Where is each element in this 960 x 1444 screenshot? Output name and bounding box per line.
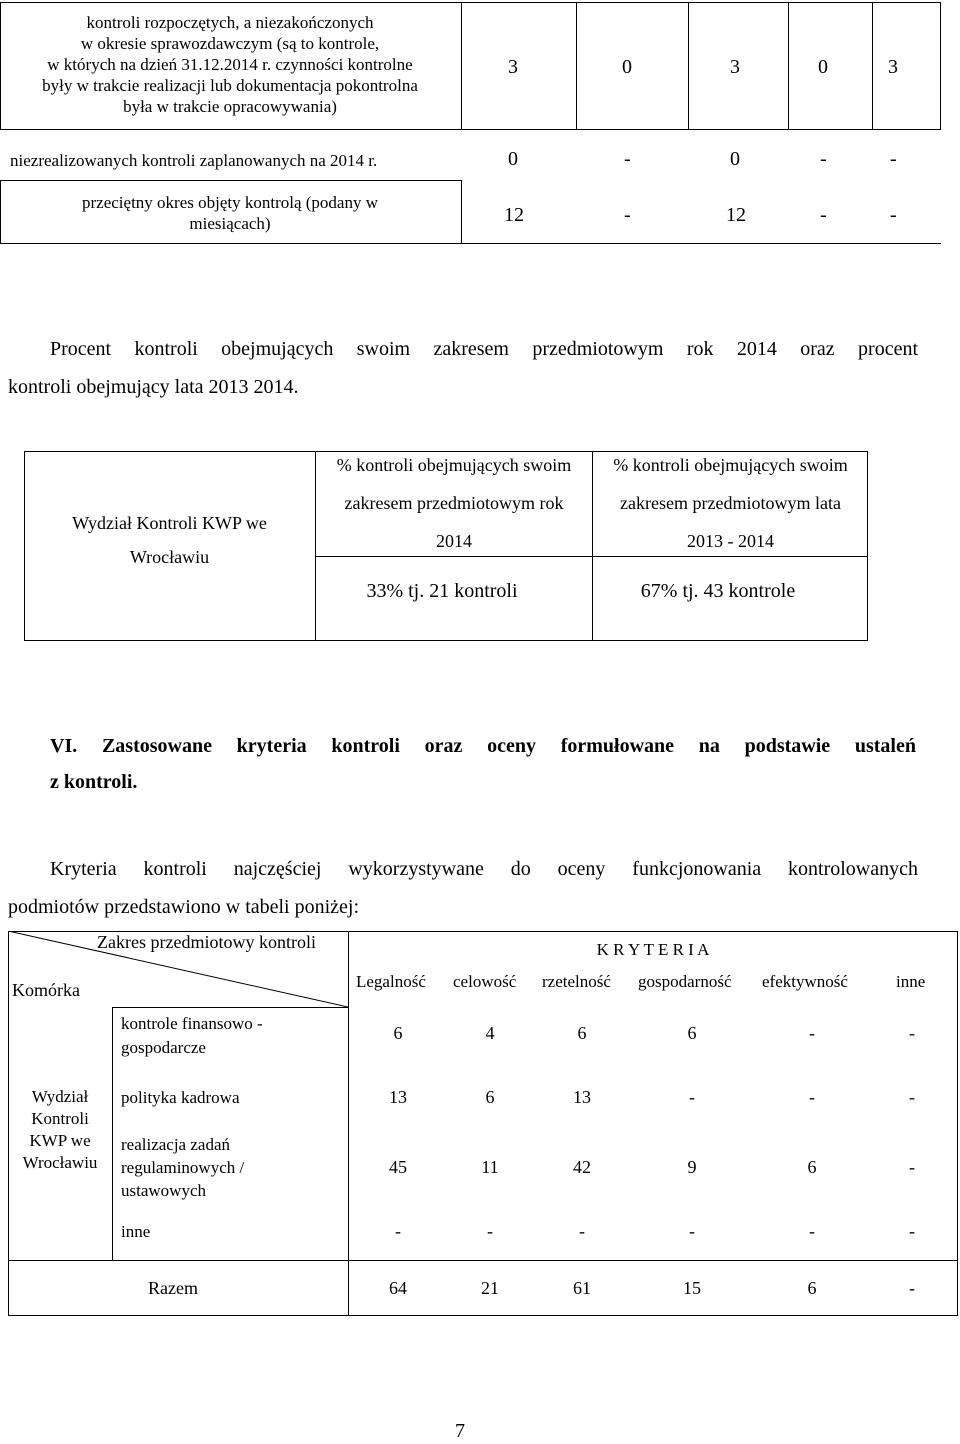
paragraph-line: kontroli obejmujący lata 2013 2014. xyxy=(8,376,299,398)
table-cell: - xyxy=(689,1221,695,1241)
column-header: Legalność xyxy=(356,972,426,991)
row-label xyxy=(121,1088,240,1108)
header-line: 2013 - 2014 xyxy=(687,531,774,551)
row-label-line: kontrole finansowo - xyxy=(121,1014,263,1033)
row1-label-line: kontroli rozpoczętych, a niezakończonych xyxy=(86,13,374,32)
row3-label-line: przeciętny okres objęty kontrolą (podany w xyxy=(82,193,378,212)
table-cell: 4 xyxy=(485,1023,495,1043)
row1-label-line: w okresie sprawozdawczym (są to kontrole, xyxy=(80,34,380,53)
table-cell: 45 xyxy=(389,1157,407,1177)
row3-label-line: miesiącach) xyxy=(189,214,271,233)
col1-header xyxy=(316,446,592,560)
paragraph-line: Procent kontroli obejmujących swoim zakresem przedmiotowym rok 2014 oraz procent xyxy=(50,338,918,360)
table-cell: - xyxy=(395,1221,401,1241)
row-label-line: gospodarcze xyxy=(121,1038,206,1057)
value-cell: 12 xyxy=(504,204,524,226)
table-cell: 6 xyxy=(807,1157,817,1177)
table-cell: - xyxy=(909,1087,915,1107)
header-line: zakresem przedmiotowym lata xyxy=(620,493,841,513)
table-cell: - xyxy=(579,1221,585,1241)
unit-line: Kontroli xyxy=(31,1109,89,1128)
row3-bottom xyxy=(461,243,941,244)
value-cell: - xyxy=(624,204,631,226)
row2-values xyxy=(500,148,920,178)
row-label-line: polityka kadrowa xyxy=(121,1088,240,1107)
unit-line: Wydział Kontroli KWP we xyxy=(72,513,267,533)
col2-value: 67% tj. 43 kontrole xyxy=(640,580,796,602)
total-row-divider xyxy=(8,1260,958,1261)
col-divider xyxy=(112,1007,113,1260)
unit-line: Wydział xyxy=(31,1087,89,1106)
row-label xyxy=(121,1012,263,1060)
value-cell: - xyxy=(820,148,827,170)
row-label-line: inne xyxy=(121,1222,151,1241)
row1-label-line: były w trakcie realizacji lub dokumentacja pokontrolna xyxy=(42,76,418,95)
table-cell: 11 xyxy=(481,1157,499,1177)
table-cell: 6 xyxy=(687,1023,697,1043)
column-header: celowość xyxy=(453,972,517,991)
total-cell: 6 xyxy=(807,1278,817,1298)
table-cell: 42 xyxy=(573,1157,591,1177)
col-divider xyxy=(348,931,349,1316)
table-cell: - xyxy=(909,1221,915,1241)
total-cell: - xyxy=(909,1278,915,1298)
value-cell: 0 xyxy=(818,56,828,78)
criteria-unit xyxy=(8,1086,112,1174)
row3-label xyxy=(10,192,450,234)
row3-values xyxy=(500,204,920,234)
total-cell: 21 xyxy=(481,1278,499,1298)
table-cell: 13 xyxy=(573,1087,591,1107)
page-number: 7 xyxy=(455,1420,465,1442)
table-cell: - xyxy=(809,1087,815,1107)
row-label-line: realizacja zadań xyxy=(121,1135,230,1154)
column-header: efektywność xyxy=(762,972,848,991)
column-header: inne xyxy=(896,972,926,991)
row2-label: niezrealizowanych kontroli zaplanowanych na 2014 r. xyxy=(10,151,378,170)
table-cell: 13 xyxy=(389,1087,407,1107)
row-label-line: regulaminowych / xyxy=(121,1158,245,1177)
value-cell: - xyxy=(890,148,897,170)
column-header: gospodarność xyxy=(638,972,732,991)
table-cell: 6 xyxy=(393,1023,403,1043)
table-cell: - xyxy=(909,1023,915,1043)
row-divider xyxy=(112,1007,348,1008)
table-cell: 6 xyxy=(577,1023,587,1043)
paragraph-percent-intro xyxy=(8,330,918,406)
corner-top-label: Zakres przedmiotowy kontroli xyxy=(97,932,316,952)
table-cell: 6 xyxy=(485,1087,495,1107)
table-cell: - xyxy=(487,1221,493,1241)
value-cell: 0 xyxy=(622,56,632,78)
row-label xyxy=(121,1133,244,1202)
unit-line: Wrocławiu xyxy=(22,1153,98,1172)
value-cell: 3 xyxy=(888,56,898,78)
header-line: % kontroli obejmujących swoim xyxy=(336,455,572,475)
table-cell: 9 xyxy=(687,1157,697,1177)
header-line: zakresem przedmiotowym rok xyxy=(344,493,564,513)
total-cell: 61 xyxy=(573,1278,591,1298)
col2-header xyxy=(593,446,868,560)
row1-label xyxy=(10,12,450,117)
percent-table-unit xyxy=(24,506,315,574)
heading-line: z kontroli. xyxy=(50,771,138,793)
col1-value: 33% tj. 21 kontroli xyxy=(366,580,518,602)
table-cell: - xyxy=(809,1221,815,1241)
paragraph-line: podmiotów przedstawiono w tabeli poniżej: xyxy=(8,896,360,918)
table-cell: - xyxy=(909,1157,915,1177)
value-cell: 3 xyxy=(508,56,518,78)
value-cell: - xyxy=(624,148,631,170)
paragraph-line: Kryteria kontroli najczęściej wykorzystywane do oceny funkcjonowania kontrolowanych xyxy=(50,858,918,880)
value-cell: 3 xyxy=(730,56,740,78)
heading-line: VI. Zastosowane kryteria kontroli oraz oceny formułowane na podstawie ustaleń xyxy=(50,735,916,757)
header-line: 2014 xyxy=(436,531,472,551)
column-header: rzetelność xyxy=(542,972,611,991)
value-cell: - xyxy=(890,204,897,226)
value-cell: 0 xyxy=(508,148,518,170)
unit-line: Wrocławiu xyxy=(129,547,210,567)
value-cell: 12 xyxy=(726,204,746,226)
total-label: Razem xyxy=(148,1278,198,1298)
total-cell: 64 xyxy=(389,1278,407,1298)
row-label xyxy=(121,1222,150,1242)
section-heading xyxy=(50,728,916,800)
row-label-line: ustawowych xyxy=(121,1181,206,1200)
value-cell: - xyxy=(820,204,827,226)
table-cell: - xyxy=(689,1087,695,1107)
total-cell: 15 xyxy=(683,1278,701,1298)
table-cell: - xyxy=(809,1023,815,1043)
value-cell: 0 xyxy=(730,148,740,170)
criteria-title: K R Y T E R I A xyxy=(596,940,710,959)
corner-bottom-label: Komórka xyxy=(12,980,80,1000)
header-line: % kontroli obejmujących swoim xyxy=(613,455,848,475)
unit-line: KWP we xyxy=(29,1131,91,1150)
row1-label-line: była w trakcie opracowywania) xyxy=(123,97,337,116)
paragraph-criteria-intro xyxy=(8,850,918,926)
row1-label-line: w których na dzień 31.12.2014 r. czynności kontrolne xyxy=(47,55,413,74)
row1-values xyxy=(500,56,920,86)
